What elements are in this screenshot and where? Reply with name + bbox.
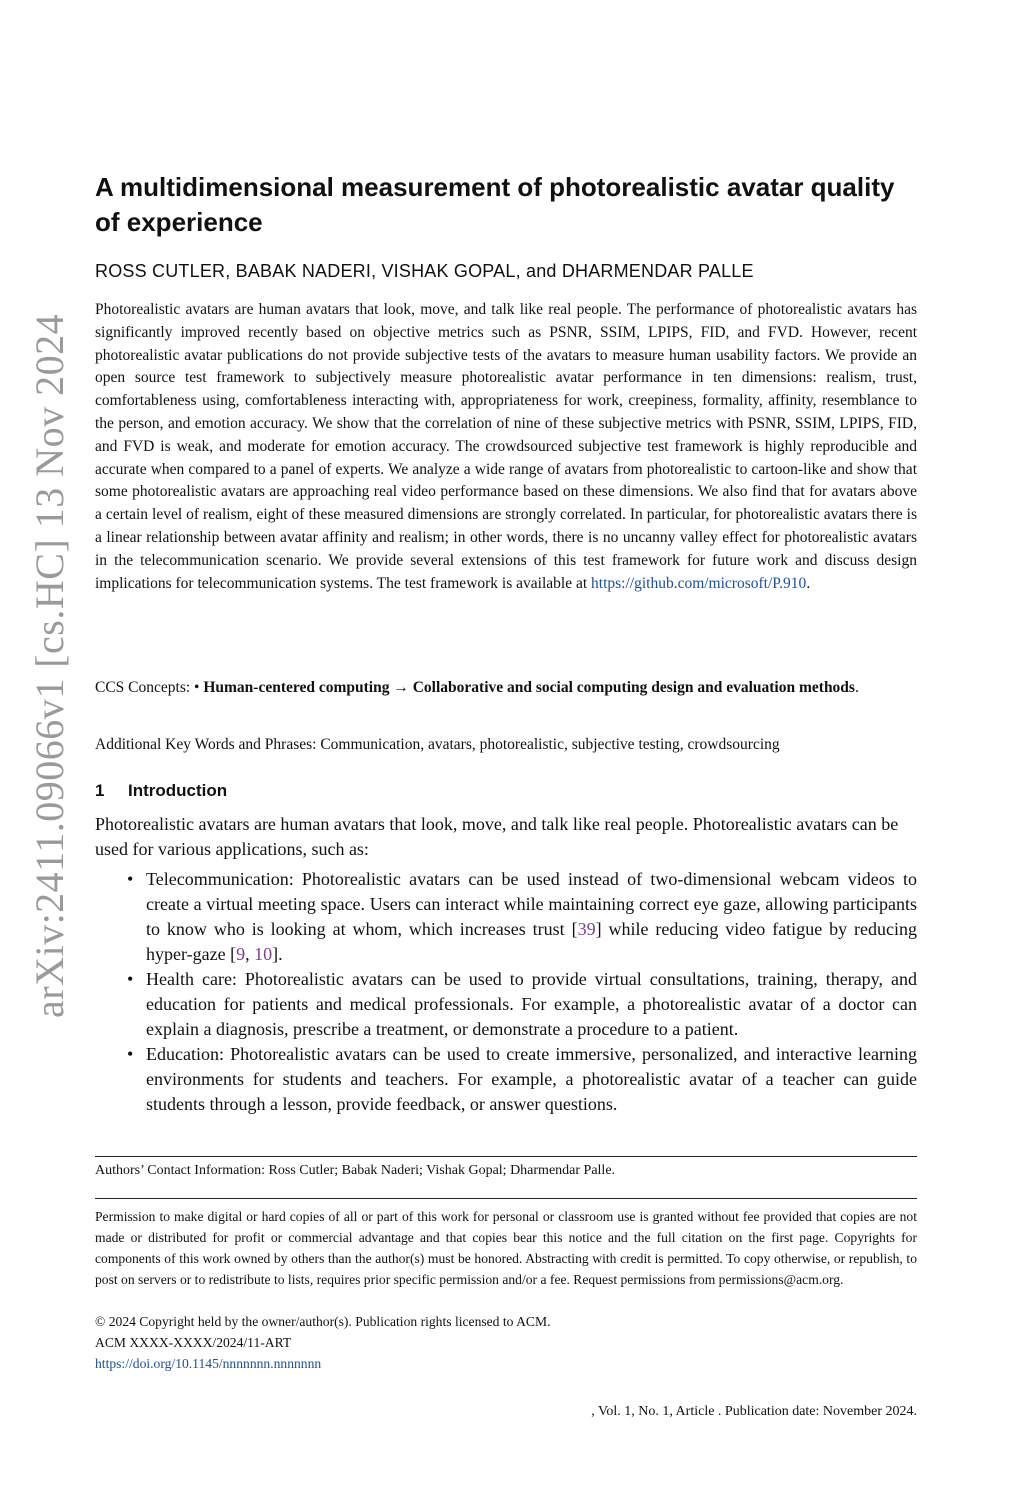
section-number: 1 — [95, 781, 105, 800]
author-contact-info: Authors’ Contact Information: Ross Cutler; Babak Naderi; Vishak Gopal; Dharmendar Palle. — [95, 1163, 616, 1178]
footnote-divider — [95, 1156, 917, 1157]
ccs-end: . — [854, 679, 859, 696]
list-item-text: Telecommunication: Photorealistic avatars can be used instead of two-dimensional webcam videos to create a virtual meeting space. Users can interact while maintaining correct eye gaze, allowing participants to know who is looking at whom, which increases trust [ — [146, 869, 917, 939]
ccs-concept-bold: Human-centered computing → Collaborative and social computing design and evaluation methods — [203, 679, 855, 696]
list-item-text: Education: Photorealistic avatars can be used to create immersive, personalized, and interactive learning environments for students and teachers. For example, a photorealistic avatar of a teacher can guide students through a lesson, provide feedback, or answer questions. — [146, 1044, 917, 1114]
bullet-icon: • — [127, 969, 134, 989]
ccs-label: CCS Concepts: • — [95, 679, 200, 696]
arxiv-identifier-stamp: arXiv:2411.09066v1 [cs.HC] 13 Nov 2024 — [27, 313, 72, 1018]
publication-footer: , Vol. 1, No. 1, Article . Publication date: November 2024. — [591, 1404, 917, 1419]
citation-link[interactable]: 9 — [236, 944, 246, 964]
bullet-icon: • — [127, 1044, 134, 1064]
list-item-text: ] while reducing video fatigue by reducing hyper-gaze [ — [146, 919, 917, 964]
citation-separator: , — [245, 944, 255, 964]
paper-title: A multidimensional measurement of photorealistic avatar quality of experience — [95, 172, 895, 237]
section-heading-introduction — [95, 781, 917, 801]
bullet-icon: • — [127, 869, 134, 889]
copyright-line: © 2024 Copyright held by the owner/author(s). Publication rights licensed to ACM. — [95, 1314, 551, 1329]
citation-link[interactable]: 10 — [254, 944, 273, 964]
section-title: Introduction — [128, 781, 228, 800]
doi-link[interactable]: https://doi.org/10.1145/nnnnnnn.nnnnnnn — [95, 1356, 322, 1371]
abstract — [95, 299, 917, 595]
keywords: Additional Key Words and Phrases: Communication, avatars, photorealistic, subjective testing, crowdsourcing — [95, 736, 780, 753]
application-list — [95, 867, 917, 1117]
github-link[interactable]: https://github.com/microsoft/P.910 — [591, 574, 807, 592]
list-item-text: ]. — [272, 944, 283, 964]
list-item-health-care — [95, 967, 917, 1042]
list-item-telecommunication — [95, 867, 917, 967]
author-list: ROSS CUTLER, BABAK NADERI, VISHAK GOPAL, and DHARMENDAR PALLE — [95, 261, 754, 281]
abstract-text: Photorealistic avatars are human avatars that look, move, and talk like real people. The performance of photorealistic avatars has significantly improved recently based on objective metrics such as PSNR, SSIM, LPIPS, FID, and FVD. However, recent photorealistic avatar publications do not provide subjective tests of the avatars to measure human usability factors. We provide an open source test framework to subjectively measure photorealistic avatar performance in ten dimensions: realism, trust, comfortableness using, comfortableness interacting with, appropriateness for work, creepiness, formality, affinity, resemblance to the person, and emotion accuracy. We show that the correlation of nine of these subjective metrics with PSNR, SSIM, LPIPS, FID, and FVD is weak, and moderate for emotion accuracy. The crowdsourced subjective test framework is highly reproducible and accurate when compared to a panel of experts. We analyze a wide range of avatars from photorealistic to cartoon-like and show that some photorealistic avatars are approaching real video performance based on these dimensions. We also find that for avatars above a certain level of realism, eight of these measured dimensions are strongly correlated. In particular, for photorealistic avatars there is a linear relationship between avatar affinity and realism; in other words, there is no uncanny valley effect for photorealistic avatars in the telecommunication scenario. We provide several extensions of this test framework for future work and discuss design implications for telecommunication systems. The test framework is available at — [95, 301, 917, 592]
ccs-concepts — [95, 677, 917, 700]
list-item-text: Health care: Photorealistic avatars can be used to provide virtual consultations, training, therapy, and education for patients and medical professionals. For example, a photorealistic avatar of a doctor can explain a diagnosis, prescribe a treatment, or demonstrate a procedure to a patient. — [146, 969, 917, 1039]
permission-divider — [95, 1198, 917, 1199]
intro-paragraph: Photorealistic avatars are human avatars that look, move, and talk like real people. Photorealistic avatars can be used for various applications, such as: — [95, 814, 899, 859]
permission-notice: Permission to make digital or hard copies of all or part of this work for personal or classroom use is granted without fee provided that copies are not made or distributed for profit or commercial advantage and that copies bear this notice and the full citation on the first page. Copyrights for components of this work owned by others than the author(s) must be honored. Abstracting with credit is permitted. To copy otherwise, or republish, to post on servers or to redistribute to lists, requires prior specific permission and/or a fee. Request permissions from permissions@acm.org. — [95, 1209, 917, 1287]
acm-number: ACM XXXX-XXXX/2024/11-ART — [95, 1335, 292, 1350]
list-item-education — [95, 1042, 917, 1117]
copyright-block — [95, 1311, 917, 1374]
citation-link[interactable]: 39 — [577, 919, 596, 939]
abstract-end: . — [806, 574, 811, 592]
